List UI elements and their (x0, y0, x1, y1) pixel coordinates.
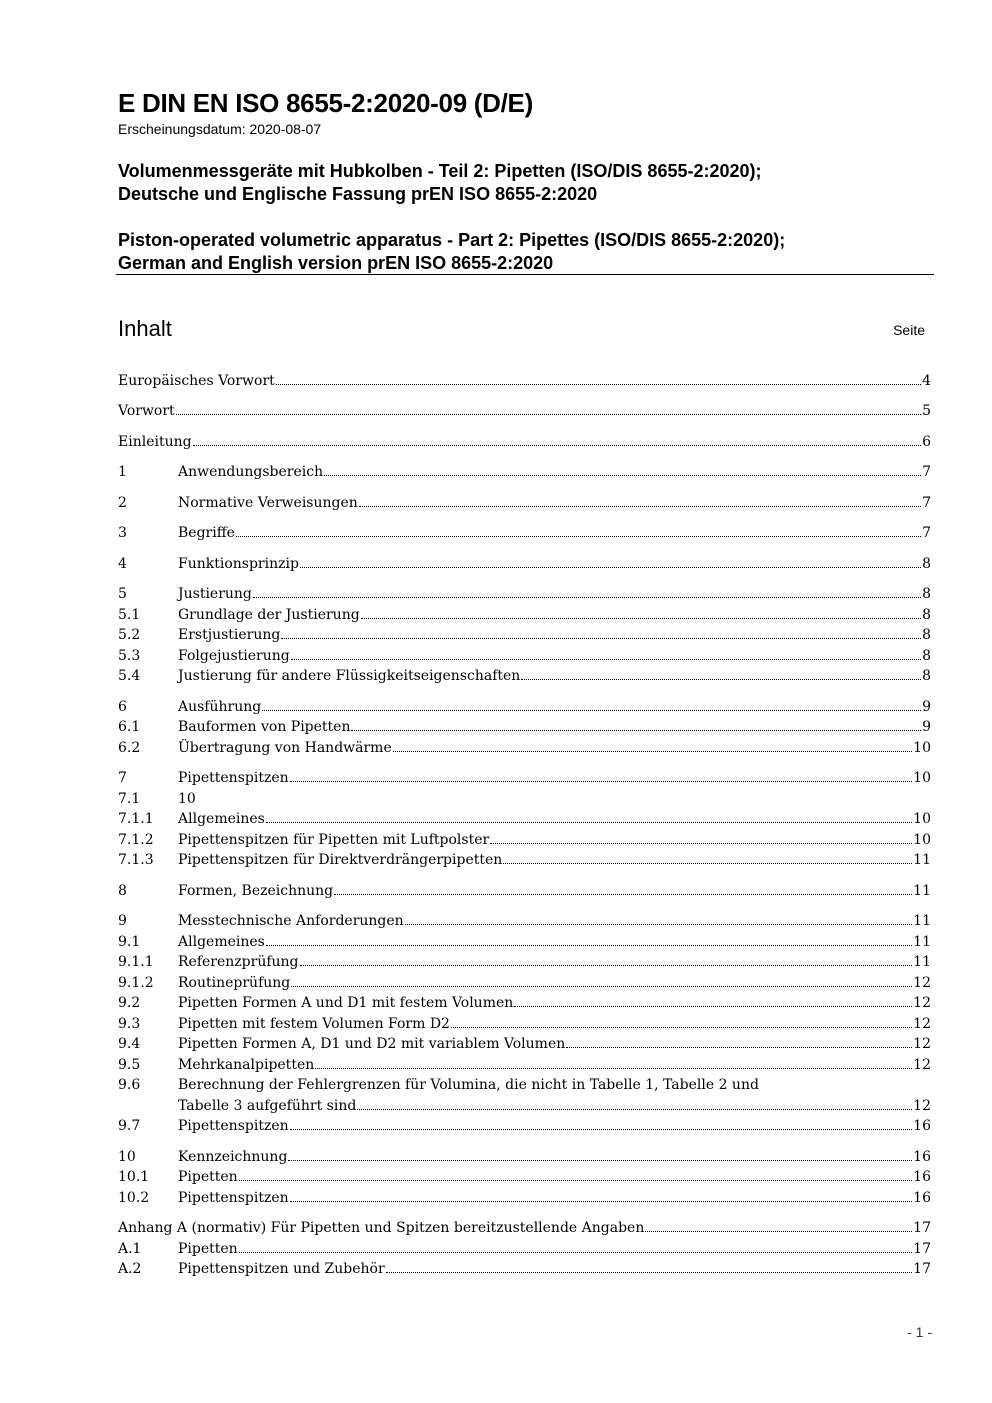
toc-entry-number: A.2 (118, 1261, 142, 1277)
toc-entry-number: 2 (118, 495, 127, 511)
english-title-line: Piston-operated volumetric apparatus - Part 2: Pipettes (ISO/DIS 8655-2:2020); (118, 230, 786, 250)
toc-entry[interactable] (118, 952, 931, 972)
toc-entry-title: Grundlage der Justierung (178, 607, 360, 623)
toc-entry-title: Pipetten Formen A und D1 mit festem Volumen (178, 995, 514, 1011)
toc-entry-number: 9.5 (118, 1057, 141, 1073)
toc-entry-title: Formen, Bezeichnung (178, 883, 334, 899)
toc-entry-title: Berechnung der Fehlergrenzen für Volumina, die nicht in Tabelle 1, Tabelle 2 und (178, 1077, 759, 1093)
toc-entry[interactable] (118, 1116, 931, 1136)
toc-entry-title: Pipetten (178, 1169, 238, 1185)
toc-entry-title: Einleitung (118, 434, 192, 450)
toc-entry-title: Pipetten (178, 1241, 238, 1257)
toc-entry[interactable] (118, 768, 931, 788)
toc-entry-page: 16 (913, 1169, 931, 1185)
toc-entry-page: 17 (913, 1220, 931, 1236)
toc-dot-leader (393, 751, 912, 752)
toc-dot-leader (239, 1180, 912, 1181)
toc-entry-page: 8 (922, 586, 931, 602)
toc-entry-number: 5.3 (118, 648, 141, 664)
toc-entry-page: 11 (913, 934, 931, 950)
toc-entry[interactable] (118, 993, 931, 1013)
toc-entry-page: 4 (922, 373, 931, 389)
toc-entry[interactable] (118, 523, 931, 543)
toc-entry-title: Justierung (178, 586, 252, 602)
toc-dot-leader (266, 822, 912, 823)
toc-entry[interactable] (118, 911, 931, 931)
toc-entry-title: Übertragung von Handwärme (178, 740, 392, 756)
english-title-line: German and English version prEN ISO 8655-2:2020 (118, 253, 554, 273)
toc-entry-title: Referenzprüfung (178, 954, 299, 970)
toc-dot-leader (566, 1047, 912, 1048)
toc-dot-leader (514, 1006, 912, 1007)
toc-entry-page: 16 (913, 1149, 931, 1165)
toc-entry-title: Routineprüfung (178, 975, 291, 991)
toc-entry-page: 7 (922, 525, 931, 541)
german-title-line: Volumenmessgeräte mit Hubkolben - Teil 2: Pipetten (ISO/DIS 8655-2:2020); (118, 161, 762, 181)
toc-dot-leader (290, 1129, 913, 1130)
toc-entry[interactable] (118, 1259, 931, 1279)
toc-dot-leader (503, 863, 912, 864)
toc-entry-number: 7.1.3 (118, 852, 154, 868)
toc-entry[interactable] (118, 401, 931, 421)
toc-entry-page: 8 (922, 648, 931, 664)
toc-dot-leader (266, 945, 912, 946)
toc-entry-number: 5 (118, 586, 127, 602)
toc-entry-number: 9 (118, 913, 127, 929)
document-id: E DIN EN ISO 8655-2:2020-09 (D/E) (118, 88, 533, 118)
toc-entry-page: 10 (913, 740, 931, 756)
header-divider (116, 274, 934, 275)
toc-entry-page: 12 (913, 1036, 931, 1052)
toc-entry-title: Pipettenspitzen (178, 1190, 289, 1206)
toc-entry-page: 9 (922, 719, 931, 735)
toc-dot-leader (521, 679, 921, 680)
german-title-line: Deutsche und Englische Fassung prEN ISO 8655-2:2020 (118, 184, 598, 204)
toc-entry-number: 10 (118, 1149, 136, 1165)
toc-entry[interactable] (118, 462, 931, 482)
toc-entry-title: Normative Verweisungen (178, 495, 358, 511)
toc-entry-title: Mehrkanalpipetten (178, 1057, 315, 1073)
toc-entry-page: 12 (913, 1016, 931, 1032)
toc-entry-page: 6 (922, 434, 931, 450)
toc-dot-leader (262, 710, 921, 711)
toc-dot-leader (386, 1272, 913, 1273)
toc-dot-leader (645, 1231, 912, 1232)
toc-entry-number: 1 (118, 464, 127, 480)
toc-entry[interactable] (118, 584, 931, 604)
toc-entry[interactable] (118, 1075, 931, 1095)
toc-entry-title: Folgejustierung (178, 648, 290, 664)
toc-entry[interactable] (118, 809, 931, 829)
toc-entry-number: 9.6 (118, 1077, 141, 1093)
toc-entry-number: 10.1 (118, 1169, 150, 1185)
toc-entry-title: Ausführung (178, 699, 262, 715)
toc-entry[interactable] (118, 554, 931, 574)
toc-entry-page: 17 (913, 1241, 931, 1257)
german-title (118, 160, 762, 206)
toc-entry[interactable] (118, 1218, 931, 1238)
toc-entry-page: 10 (913, 832, 931, 848)
toc-dot-leader (357, 1109, 912, 1110)
toc-entry-page: 10 (913, 770, 931, 786)
toc-entry[interactable] (118, 1167, 931, 1187)
toc-entry[interactable] (118, 493, 931, 513)
toc-dot-leader (351, 730, 921, 731)
toc-entry-title: Pipettenspitzen und Zubehör (178, 1261, 385, 1277)
toc-entry-number: 9.7 (118, 1118, 141, 1134)
toc-entry[interactable] (118, 830, 931, 850)
toc-entry-number: 9.3 (118, 1016, 141, 1032)
toc-entry-page: 9 (922, 699, 931, 715)
toc-entry-number: 6 (118, 699, 127, 715)
toc-entry[interactable] (118, 646, 931, 666)
toc-entry-page: 7 (922, 464, 931, 480)
toc-entry-title: Pipettenspitzen für Direktverdrängerpipetten (178, 852, 503, 868)
toc-entry-title: Bauformen von Pipetten (178, 719, 351, 735)
toc-entry-page: 12 (913, 1057, 931, 1073)
toc-entry-title: Pipettenspitzen (178, 1118, 289, 1134)
toc-page-column-label: Seite (893, 322, 925, 338)
footer-page-number: - 1 - (907, 1324, 932, 1340)
toc-dot-leader (315, 1068, 912, 1069)
toc-entry[interactable] (118, 697, 931, 717)
toc-entry[interactable] (118, 932, 931, 952)
toc-entry[interactable] (118, 605, 931, 625)
toc-entry-number: 9.1.1 (118, 954, 154, 970)
toc-dot-leader (359, 506, 921, 507)
toc-entry[interactable] (118, 1034, 931, 1054)
toc-entry-number: 7.1.1 (118, 811, 154, 827)
toc-entry-title: Kennzeichnung (178, 1149, 288, 1165)
toc-dot-leader (253, 597, 921, 598)
toc-entry-page: 16 (913, 1118, 931, 1134)
toc-entry[interactable] (118, 738, 931, 758)
toc-dot-leader (276, 384, 921, 385)
toc-entry-title: Erstjustierung (178, 627, 281, 643)
toc-entry-page: 5 (922, 403, 931, 419)
toc-dot-leader (361, 618, 921, 619)
toc-entry-number: 7.1 (118, 791, 141, 807)
toc-entry[interactable] (118, 625, 931, 645)
toc-entry-number: 5.2 (118, 627, 141, 643)
toc-entry-page: 17 (913, 1261, 931, 1277)
toc-entry-page: 8 (922, 627, 931, 643)
toc-entry-title: Pipetten mit festem Volumen Form D2 (178, 1016, 450, 1032)
toc-entry-page: 12 (913, 1098, 931, 1114)
toc-entry-title: Europäisches Vorwort (118, 373, 275, 389)
toc-entry-number: 6.2 (118, 740, 141, 756)
toc-entry-title: Pipetten Formen A, D1 und D2 mit variablem Volumen (178, 1036, 566, 1052)
toc-entry-number: 9.1.2 (118, 975, 154, 991)
toc-entry-number: 8 (118, 883, 127, 899)
publication-date: Erscheinungsdatum: 2020-08-07 (118, 121, 322, 137)
toc-dot-leader (300, 965, 913, 966)
toc-entry[interactable] (118, 1055, 931, 1075)
toc-entry-page: 12 (913, 995, 931, 1011)
toc-entry-number: 6.1 (118, 719, 141, 735)
toc-entry-number: 5.4 (118, 668, 141, 684)
toc-dot-leader (490, 843, 912, 844)
toc-entry-number: 9.1 (118, 934, 141, 950)
toc-entry-number: 10.2 (118, 1190, 150, 1206)
toc-dot-leader (236, 536, 921, 537)
toc-dot-leader (291, 659, 921, 660)
english-title (118, 229, 785, 275)
toc-entry-number: 7.1.2 (118, 832, 154, 848)
toc-entry-number: 4 (118, 556, 127, 572)
toc-entry[interactable] (118, 717, 931, 737)
toc-entry-title: Tabelle 3 aufgeführt sind (178, 1098, 357, 1114)
toc-entry[interactable] (118, 1096, 931, 1116)
toc-dot-leader (176, 414, 921, 415)
toc-entry-page: 11 (913, 883, 931, 899)
toc-entry-title: Vorwort (118, 403, 175, 419)
toc-entry-page: 16 (913, 1190, 931, 1206)
toc-entry-page: 11 (913, 852, 931, 868)
toc-entry[interactable] (118, 371, 931, 391)
toc-dot-leader (239, 1252, 912, 1253)
toc-entry-title: Anwendungsbereich (178, 464, 324, 480)
toc-entry[interactable] (118, 973, 931, 993)
toc-entry-title: Pipettenspitzen (178, 770, 289, 786)
toc-entry[interactable] (118, 1239, 931, 1259)
toc-entry[interactable] (118, 1188, 931, 1208)
toc-dot-leader (281, 638, 921, 639)
toc-entry[interactable] (118, 666, 931, 686)
toc-entry-number: 7 (118, 770, 127, 786)
toc-dot-leader (291, 986, 912, 987)
toc-entry[interactable] (118, 881, 931, 901)
toc-entry-page: 8 (922, 668, 931, 684)
toc-entry-page: 7 (922, 495, 931, 511)
toc-entry-page: 8 (922, 607, 931, 623)
toc-entry-number: 9.2 (118, 995, 141, 1011)
toc-entry-title: Allgemeines (178, 934, 265, 950)
toc-dot-leader (451, 1027, 912, 1028)
toc-dot-leader (193, 445, 922, 446)
toc-dot-leader (300, 567, 921, 568)
toc-entry-title: Begriffe (178, 525, 235, 541)
toc-entry-number: 9.4 (118, 1036, 141, 1052)
toc-dot-leader (288, 1160, 912, 1161)
toc-dot-leader (290, 1201, 913, 1202)
toc-entry-title: Messtechnische Anforderungen (178, 913, 404, 929)
toc-entry-title: Pipettenspitzen für Pipetten mit Luftpolster (178, 832, 490, 848)
toc-dot-leader (334, 894, 912, 895)
toc-entry-title: 10 (178, 791, 196, 807)
toc-entry-page: 12 (913, 975, 931, 991)
toc-entry-page: 10 (913, 811, 931, 827)
toc-entry-page: 11 (913, 913, 931, 929)
toc-entry[interactable] (118, 789, 931, 809)
toc-entry-page: 11 (913, 954, 931, 970)
toc-entry-title: Anhang A (normativ) Für Pipetten und Spitzen bereitzustellende Angaben (118, 1220, 645, 1236)
toc-entry-page: 8 (922, 556, 931, 572)
toc-dot-leader (324, 475, 921, 476)
toc-entry-title: Justierung für andere Flüssigkeitseigenschaften (178, 668, 521, 684)
toc-entry-number: 3 (118, 525, 127, 541)
toc-entry-number: 5.1 (118, 607, 141, 623)
toc-entry[interactable] (118, 1014, 931, 1034)
toc-heading: Inhalt (118, 316, 172, 341)
toc-entry[interactable] (118, 432, 931, 452)
toc-entry[interactable] (118, 1147, 931, 1167)
toc-entry-title: Funktionsprinzip (178, 556, 299, 572)
toc-entry-title: Allgemeines (178, 811, 265, 827)
toc-dot-leader (290, 781, 913, 782)
toc-entry-number: A.1 (118, 1241, 142, 1257)
toc-entry[interactable] (118, 850, 931, 870)
toc-dot-leader (405, 924, 912, 925)
